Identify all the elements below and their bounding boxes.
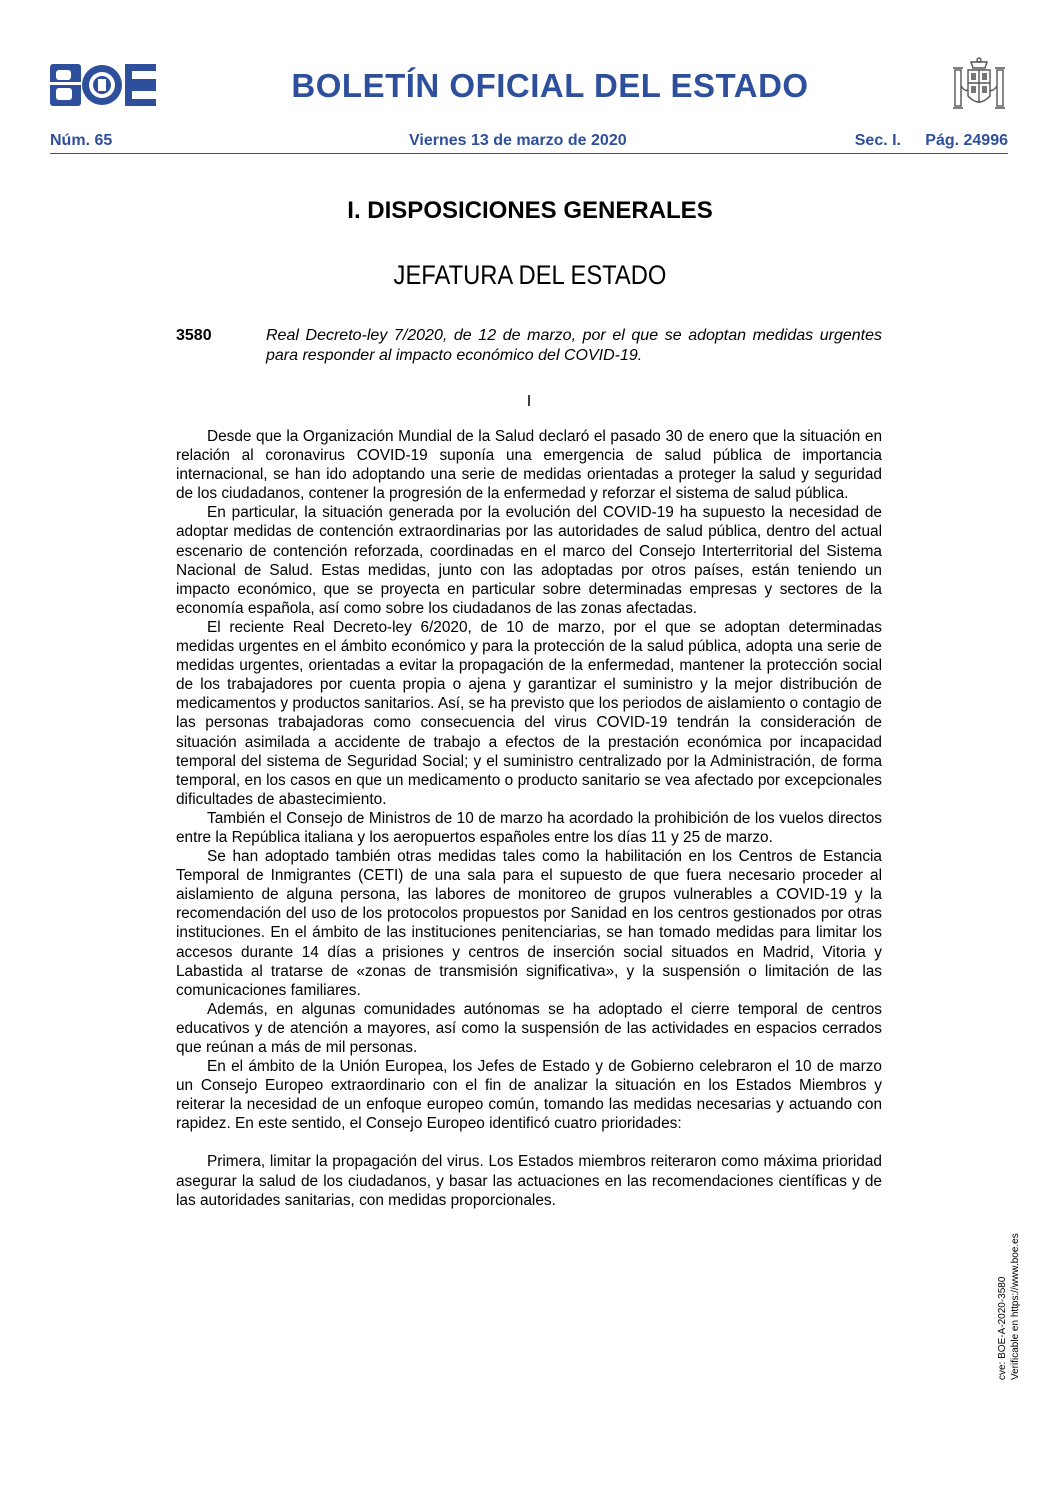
cve-code: cve: BOE-A-2020-3580: [997, 1276, 1008, 1380]
coat-of-arms-icon: [948, 56, 1010, 118]
verification-note: [996, 1233, 1058, 1380]
paragraph: El reciente Real Decreto-ley 6/2020, de 10 de marzo, por el que se adoptan determinadas medidas urgentes en el ámbito económico y para la protección de la salud pública, adopta una serie de medidas urgentes, orientadas a evitar la propagación de la enfermedad, mantener la protección social de los trabajadores por cuenta propia o ajena y garantizar el suministro y la mejor distribución de medicamentos y productos sanitarios. Así, se ha previsto que los periodos de aislamiento o contagio de las personas trabajadoras como consecuencia del virus COVID-19 tendrán la consideración de situación asimilada a accidente de trabajo a efectos de la prestación económica por incapacidad temporal del sistema de Seguridad Social; y el suministro centralizado por la Administración, de forma temporal, en los casos en que un medicamento o producto sanitario se vea afectado por excepcionales dificultades de abastecimiento.: [176, 618, 882, 808]
paragraph: Se han adoptado también otras medidas tales como la habilitación en los Centros de Estancia Temporal de Inmigrantes (CETI) de una sala para el supuesto de que fuera necesario proceder al aislamiento de alguna persona, las labores de monitoreo de grupos vulnerables a COVID-19 y la recomendación del uso de los protocolos propuestos por Sanidad en los centros gestionados por otras instituciones. En el ámbito de las instituciones penitenciarias, se han tomado medidas para limitar los accesos durante 14 días a prisiones y centros de inserción social situados en Madrid, Vitoria y Labastida al tratarse de «zonas de transmisión significativa», y la suspensión o limitación de las comunicaciones familiares.: [176, 848, 882, 999]
section-title: I. DISPOSICIONES GENERALES: [347, 197, 713, 224]
header-divider: [50, 153, 1008, 154]
chapter-heading: I: [526, 393, 532, 410]
disposition-title: Real Decreto-ley 7/2020, de 12 de marzo, por el que se adoptan medidas urgentes para responder al impacto económico del COVID-19.: [266, 327, 882, 364]
issue-date: Viernes 13 de marzo de 2020: [409, 132, 627, 149]
page-number: Pág. 24996: [925, 132, 1008, 149]
body-text: [176, 427, 882, 1210]
paragraph: También el Consejo de Ministros de 10 de marzo ha acordado la prohibición de los vuelos directos entre la República italiana y los aeropuertos españoles entre los días 11 y 25 de marzo.: [176, 809, 882, 846]
boe-logo: [50, 64, 156, 106]
paragraph: Además, en algunas comunidades autónomas se ha adoptado el cierre temporal de centros educativos y de atención a mayores, así como la suspensión de las actividades en espacios cerrados que reúnan a más de mil personas.: [176, 1000, 882, 1056]
disposition-number: 3580: [176, 327, 212, 344]
paragraph: Desde que la Organización Mundial de la Salud declaró el pasado 30 de enero que la situación en relación al coronavirus COVID-19 suponía una emergencia de salud pública de importancia internacional, se han ido adoptando una serie de medidas orientadas a proteger la salud y seguridad de los ciudadanos, contener la progresión de la enfermedad y reforzar el sistema de salud pública.: [176, 428, 882, 503]
section-label: Sec. I.: [854, 132, 901, 149]
issue-meta: [50, 131, 1008, 151]
boe-logo-icon: [50, 64, 156, 106]
paragraph: En el ámbito de la Unión Europea, los Jefes de Estado y de Gobierno celebraron el 10 de marzo un Consejo Europeo extraordinario con el fin de analizar la situación en los Estados Miembros y reiterar la necesidad de un enfoque europeo común, tomando las medidas necesarias y actuando con rapidez. En este sentido, el Consejo Europeo identificó cuatro prioridades:: [176, 1058, 882, 1133]
paragraph: Primera, limitar la propagación del virus. Los Estados miembros reiteraron como máxima prioridad asegurar la salud de los ciudadanos, y basar las actuaciones en las recomendaciones científicas y de las autoridades sanitarias, con medidas proporcionales.: [176, 1153, 882, 1209]
paragraph: En particular, la situación generada por la evolución del COVID-19 ha supuesto la necesidad de adoptar medidas de contención extraordinarias por las autoridades de salud pública, dentro del actual escenario de contención reforzada, coordinadas en el marco del Consejo Interterritorial del Sistema Nacional de Salud. Estas medidas, junto con las adoptadas por otros países, están teniendo un impacto económico, que se proyecta en particular sobre determinadas empresas y sectores de la economía española, así como sobre los ciudadanos de las zonas afectadas.: [176, 504, 882, 617]
organism-heading: JEFATURA DEL ESTADO: [393, 260, 667, 290]
issue-number: Núm. 65: [50, 132, 113, 149]
verify-url: Verificable en https://www.boe.es: [1010, 1233, 1021, 1380]
gazette-title: BOLETÍN OFICIAL DEL ESTADO: [291, 67, 809, 104]
